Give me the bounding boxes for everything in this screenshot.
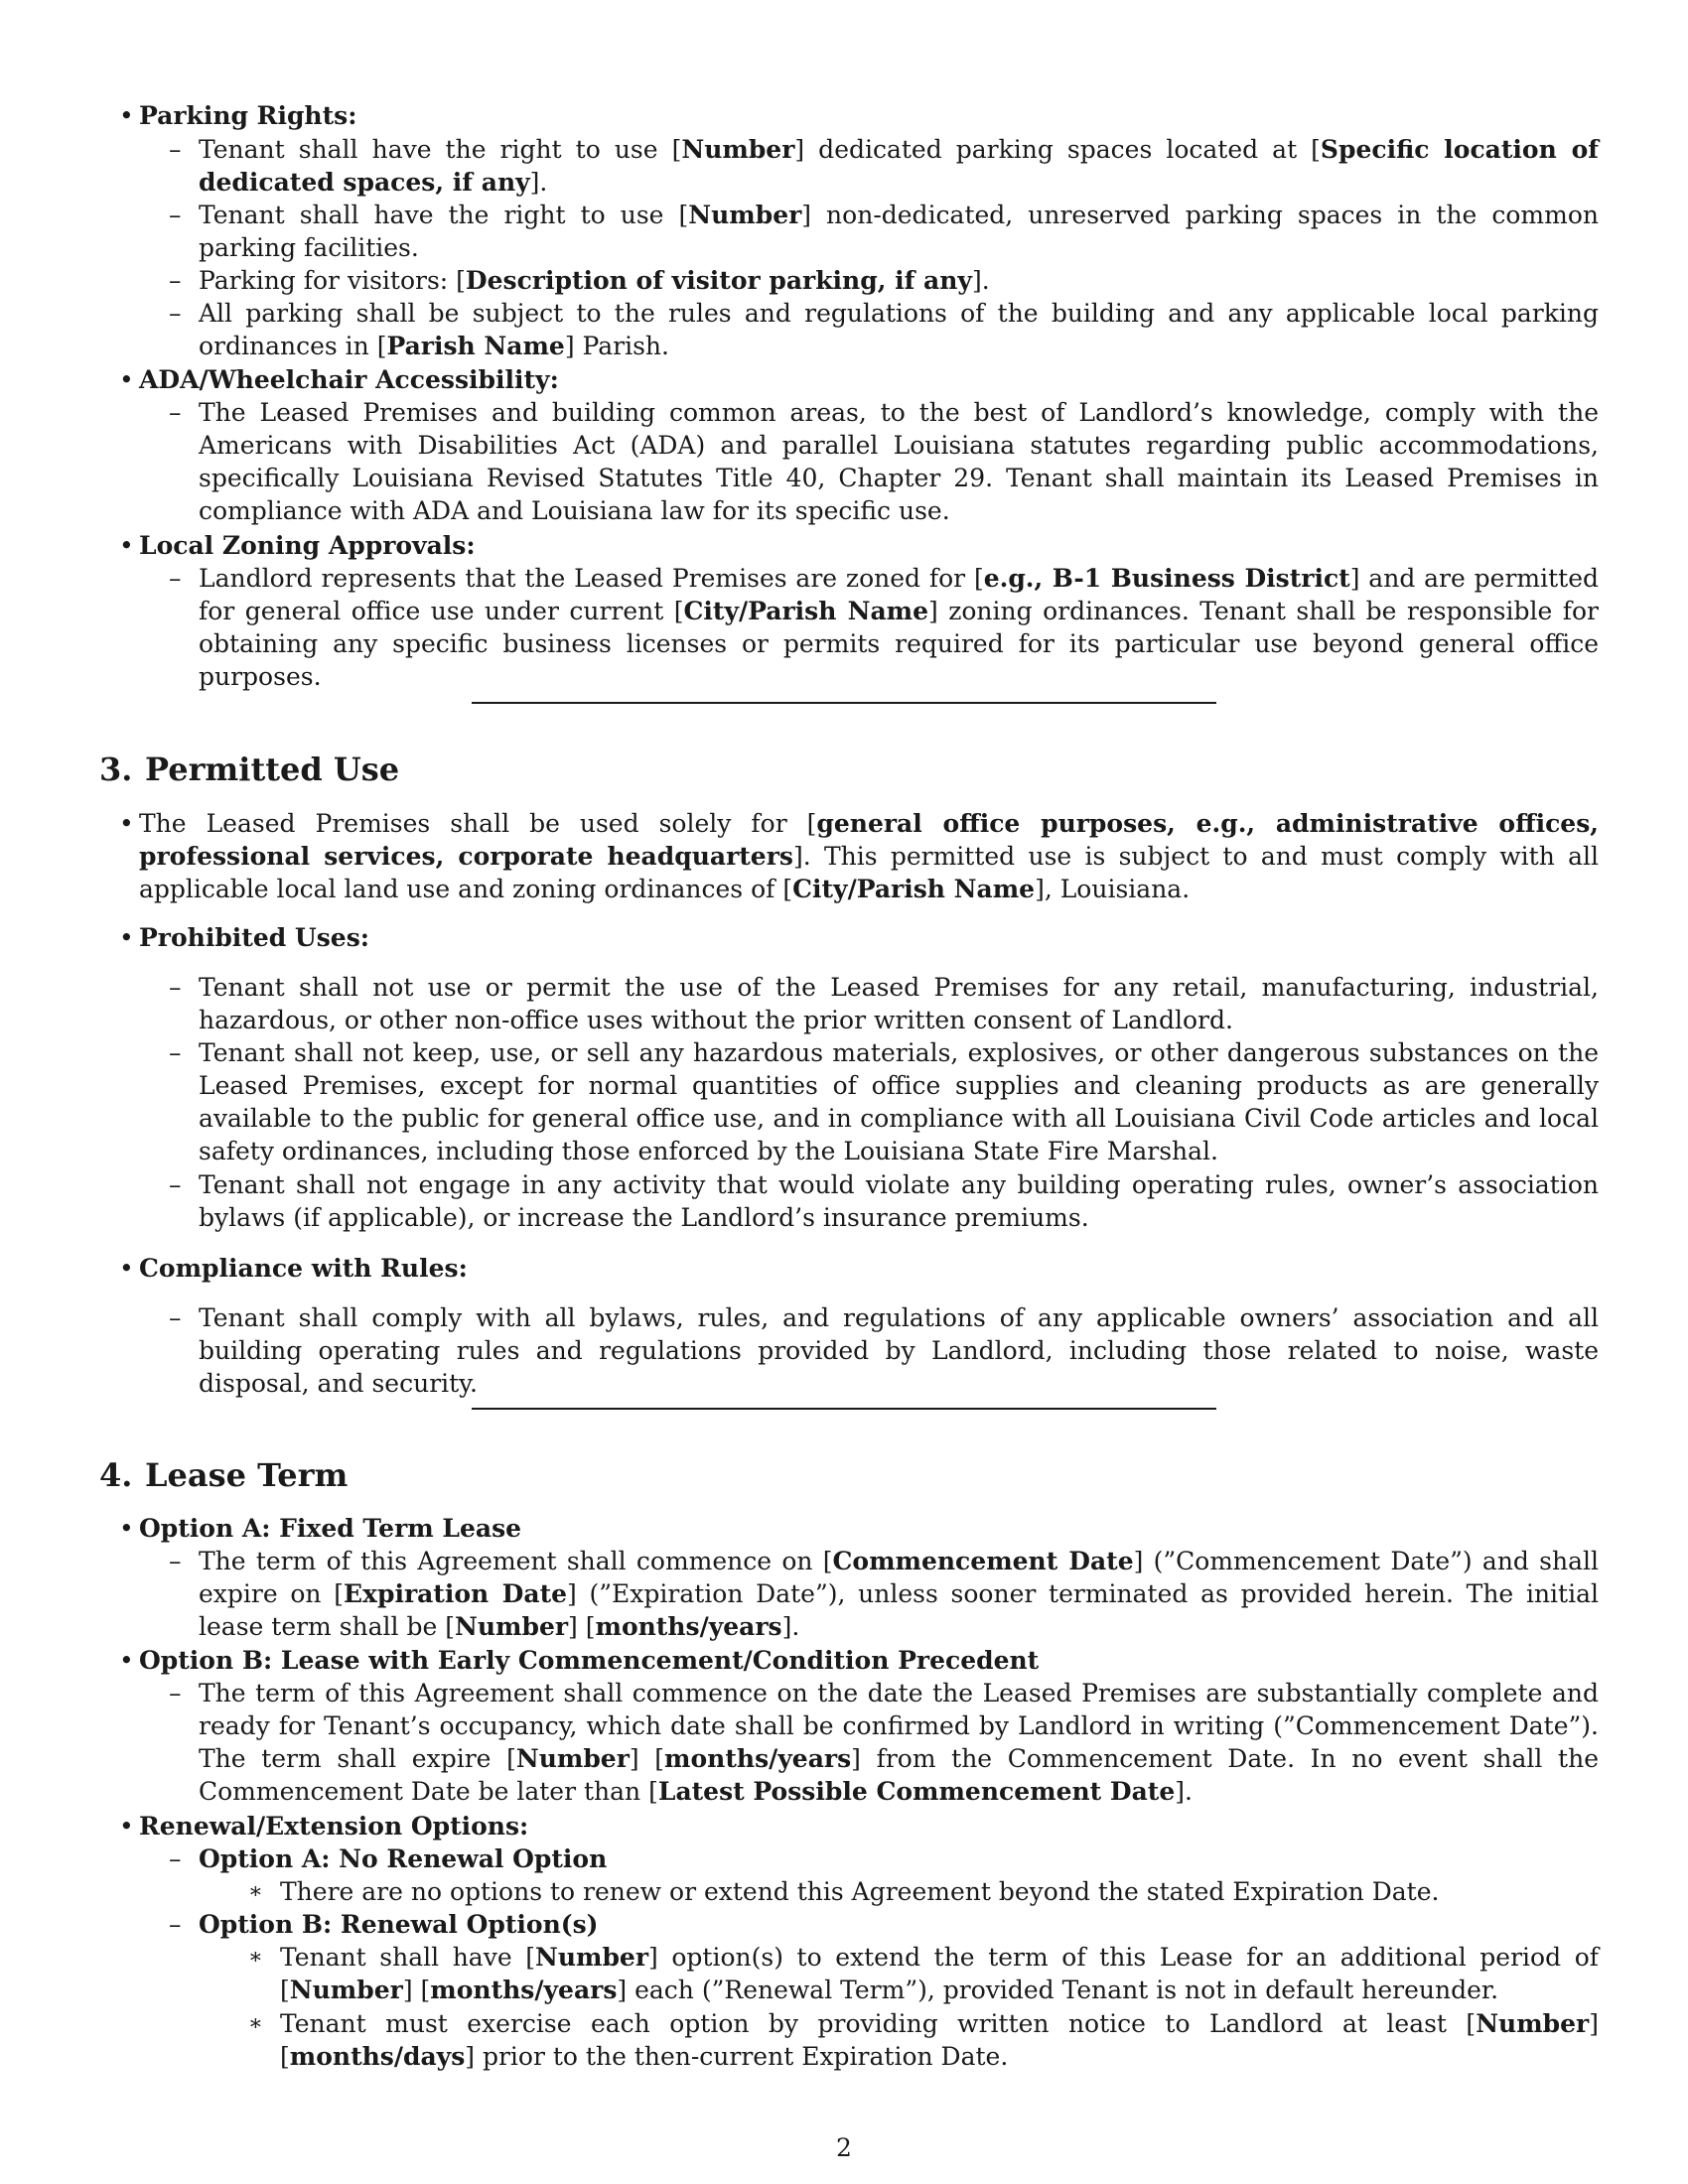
placeholder: City/Parish Name [792,875,1036,903]
placeholder: Commencement Date [832,1547,1134,1575]
parking-heading-item [119,99,1599,132]
zoning-heading: Local Zoning Approvals: [139,531,476,560]
compliance-heading-item [119,1252,1599,1285]
placeholder: months/years [595,1612,782,1641]
renewal-item-2 [248,2007,1599,2073]
placeholder: Number [534,1943,649,1972]
renewal-heading: Renewal/Extension Options: [139,1812,529,1841]
text: ]. This permitted use is subject to and must comply with all applicable local land use and zoning ordinances of [ [139,842,1599,903]
text: ] dedicated parking spaces located at [ [794,135,1321,164]
bullet: • [119,809,134,838]
text: ]. [971,266,990,295]
placeholder: months/years [430,1976,618,2004]
text: ] [ [568,1612,596,1641]
asterisk-bullet: ∗ [248,1945,263,1970]
placeholder: Number [515,1744,630,1773]
placeholder: Latest Possible Commencement Date [657,1777,1176,1806]
parking-item-2 [169,199,1599,264]
text: ], Louisiana. [1035,875,1191,903]
text: ] non-dedicated, unreserved parking spaces in the common parking facilities. [199,201,1599,262]
text: ] from the Commencement Date. In no event shall the Commencement Date be later than [ [199,1744,1599,1806]
ada-heading: ADA/Wheelchair Accessibility: [139,365,559,394]
bullet: • [119,531,134,560]
dash: – [169,1547,182,1575]
parking-item-3 [169,264,1599,297]
text: Tenant must exercise each option by providing written notice to Landlord at least [ [280,2009,1477,2038]
option-b-heading-item [119,1644,1599,1677]
asterisk-bullet: ∗ [248,2011,263,2036]
renewal-item-1 [248,1941,1600,2006]
placeholder: months/days [289,2042,466,2071]
section-number: 4. [99,1456,133,1494]
dash: – [169,1910,182,1939]
option-b-item [169,1677,1599,1808]
dash: – [169,201,182,229]
option-b-heading: Option B: Lease with Early Commencement/Condition Precedent [139,1646,1040,1675]
dash: – [169,973,182,1002]
placeholder: Expiration Date [344,1579,568,1608]
section-3-heading [99,750,399,789]
prohibited-item-3 [169,1168,1599,1234]
text: Tenant shall comply with all bylaws, rules, and regulations of any applicable owners’ association and all building operating rules and regulations provided by Landlord, including those related to noise, waste disposal, and security. [199,1303,1599,1398]
placeholder: months/years [664,1744,852,1773]
bullet: • [119,101,134,130]
renewal-heading-item [119,1810,1599,1843]
dash: – [169,266,182,295]
compliance-item-1 [169,1301,1599,1400]
section-number: 3. [99,751,133,788]
prohibited-heading-item [119,921,1599,954]
text: Landlord represents that the Leased Premises are zoned for [ [199,564,984,593]
placeholder: Number [1476,2009,1590,2038]
text: Tenant shall have [ [280,1943,535,1972]
text: There are no options to renew or extend this Agreement beyond the stated Expiration Date. [280,1877,1440,1906]
text: The Leased Premises shall be used solely for [ [139,809,817,838]
bullet: • [119,1812,134,1841]
text: The term of this Agreement shall commence on [ [199,1547,833,1575]
zoning-heading-item [119,529,1599,562]
text: Tenant shall have the right to use [ [199,201,689,229]
no-renewal-heading-item [169,1843,1599,1875]
text: Tenant shall have the right to use [ [199,135,682,164]
page-number: 2 [836,2133,852,2162]
renewal-option-heading-item [169,1908,1599,1941]
text: ]. [781,1612,800,1641]
text: Tenant shall not keep, use, or sell any hazardous materials, explosives, or other dangerous substances on the Leased Premises, except for normal quantities of office supplies and cleaning products as are generally available to the public for general office use, and in compliance with all Louisiana Civil Code articles and local safety ordinances, including those enforced by the Louisiana State Fire Marshal. [199,1038,1599,1165]
dash: – [169,1038,182,1067]
bullet: • [119,923,134,952]
bullet: • [119,365,134,394]
text: ] each (”Renewal Term”), provided Tenant is not in default hereunder. [617,1976,1499,2004]
section-divider [472,1408,1216,1410]
placeholder: e.g., B-1 Business District [983,564,1350,593]
prohibited-heading: Prohibited Uses: [139,923,370,952]
prohibited-item-1 [169,971,1599,1036]
dash: – [169,1303,182,1332]
text: ] option(s) to extend the term of this Lease for an additional period of [ [280,1943,1600,2004]
placeholder: Specific location of dedicated spaces, if any [199,135,1599,197]
ada-heading-item [119,363,1599,396]
text: The term of this Agreement shall commence on the date the Leased Premises are substantially complete and ready for Tenant’s occupancy, which date shall be confirmed by Landlord in writing (”Commencement Date”). The term shall expire [ [199,1679,1599,1773]
text: ] and are permitted for general office use under current [ [199,564,1599,625]
dash: – [169,135,182,164]
dash: – [169,1844,182,1873]
section-title: Permitted Use [145,751,400,788]
text: ] (”Expiration Date”), unless sooner terminated as provided herein. The initial lease term shall be [ [199,1579,1599,1641]
text: Parking for visitors: [ [199,266,466,295]
text: ] Parish. [564,332,669,360]
text: ] [ [629,1744,665,1773]
option-a-item [169,1545,1600,1643]
placeholder: Parish Name [386,332,565,360]
placeholder: Number [289,1976,403,2004]
text: ] zoning ordinances. Tenant shall be responsible for obtaining any specific business licenses or permits required for its particular use beyond general office purposes. [199,597,1599,691]
text: ]. [529,168,548,197]
text: Tenant shall not use or permit the use of the Leased Premises for any retail, manufacturing, industrial, hazardous, or other non-office uses without the prior written consent of Landlord. [199,973,1599,1034]
text: Tenant shall not engage in any activity that would violate any building operating rules, owner’s association bylaws (if applicable), or increase the Landlord’s insurance premiums. [199,1170,1599,1232]
renewal-option-heading: Option B: Renewal Option(s) [199,1910,599,1939]
parking-item-1 [169,133,1599,199]
no-renewal-item [248,1875,1599,1908]
option-a-heading-item [119,1512,1599,1545]
no-renewal-heading: Option A: No Renewal Option [199,1844,608,1873]
ada-item-1 [169,396,1599,527]
dash: – [169,564,182,593]
permitted-use-item [119,807,1599,905]
bullet: • [119,1254,134,1283]
dash: – [169,1170,182,1199]
zoning-item-1 [169,562,1599,693]
text: The Leased Premises and building common areas, to the best of Landlord’s knowledge, comply with the Americans with Disabilities Act (ADA) and parallel Louisiana statutes regarding public accommodations, specifically Louisiana Revised Statutes Title 40, Chapter 29. Tenant shall maintain its Leased Premises in compliance with ADA and Louisiana law for its specific use. [199,398,1599,525]
text: All parking shall be subject to the rules and regulations of the building and any applicable local parking ordinances in [ [199,299,1599,360]
section-divider [472,702,1216,704]
placeholder: Number [454,1612,569,1641]
text: ] prior to the then-current Expiration Date. [465,2042,1009,2071]
placeholder: general office purposes, e.g., administrative offices, professional services, corporate headquarters [139,809,1599,871]
placeholder: City/Parish Name [683,597,928,625]
parking-item-4 [169,297,1599,362]
bullet: • [119,1514,134,1543]
placeholder: Description of visitor parking, if any [465,266,972,295]
text: ]. [1175,1777,1193,1806]
text: ] [ [280,2009,1599,2071]
asterisk-bullet: ∗ [248,1879,263,1904]
dash: – [169,299,182,328]
dash: – [169,1679,182,1707]
compliance-heading: Compliance with Rules: [139,1254,468,1283]
dash: – [169,398,182,427]
prohibited-item-2 [169,1036,1599,1167]
section-4-heading [99,1455,348,1495]
option-a-heading: Option A: Fixed Term Lease [139,1514,522,1543]
text: ] [ [402,1976,431,2004]
text: ] (”Commencement Date”) and shall expire on [ [199,1547,1600,1608]
parking-heading: Parking Rights: [139,101,357,130]
bullet: • [119,1646,134,1675]
placeholder: Number [688,201,802,229]
placeholder: Number [681,135,795,164]
section-title: Lease Term [145,1456,349,1494]
